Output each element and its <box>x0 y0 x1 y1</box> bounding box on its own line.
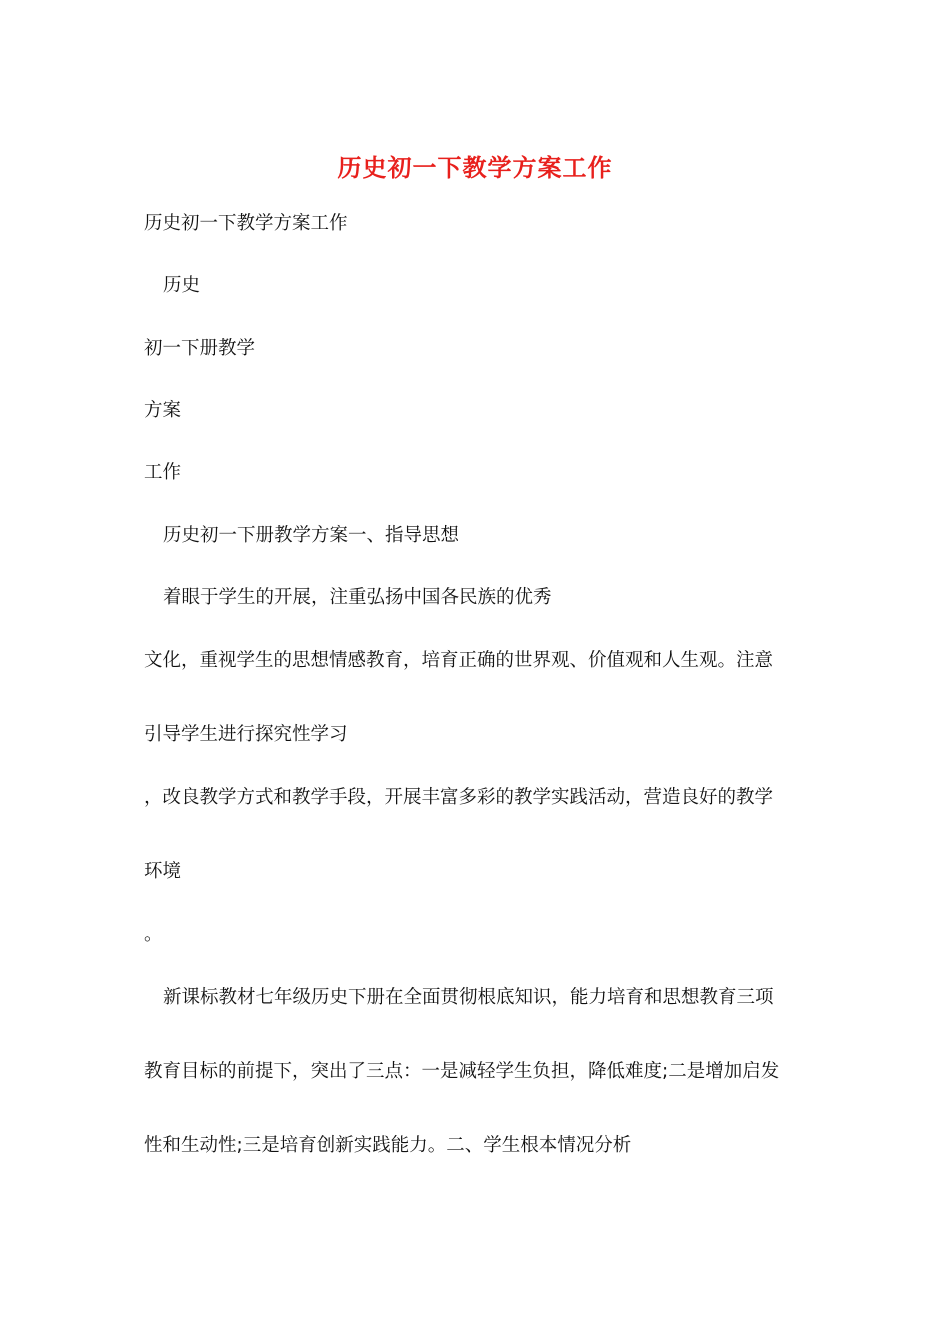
body-line-14: 教育目标的前提下，突出了三点：一是减轻学生负担，降低难度;二是增加启发 <box>144 1061 780 1082</box>
body-line-7: 着眼于学生的开展，注重弘扬中国各民族的优秀 <box>163 587 552 608</box>
body-line-4: 方案 <box>144 400 182 421</box>
body-line-13: 新课标教材七年级历史下册在全面贯彻根底知识，能力培育和思想教育三项 <box>163 987 774 1008</box>
body-line-1: 历史初一下教学方案工作 <box>144 213 348 234</box>
body-line-3: 初一下册教学 <box>144 338 256 359</box>
document-title: 历史初一下教学方案工作 <box>337 153 613 182</box>
body-line-8: 文化，重视学生的思想情感教育，培育正确的世界观、价值观和人生观。注意 <box>144 650 774 671</box>
body-line-6: 历史初一下册教学方案一、指导思想 <box>163 525 460 546</box>
body-line-9: 引导学生进行探究性学习 <box>144 724 348 745</box>
body-line-2: 历史 <box>163 275 201 296</box>
body-line-11: 环境 <box>144 861 182 882</box>
body-line-10: ，改良教学方式和教学手段，开展丰富多彩的教学实践活动，营造良好的教学 <box>144 787 774 808</box>
body-line-12: 。 <box>144 924 163 945</box>
body-line-5: 工作 <box>144 462 182 483</box>
body-line-15: 性和生动性;三是培育创新实践能力。二、学生根本情况分析 <box>144 1135 632 1156</box>
